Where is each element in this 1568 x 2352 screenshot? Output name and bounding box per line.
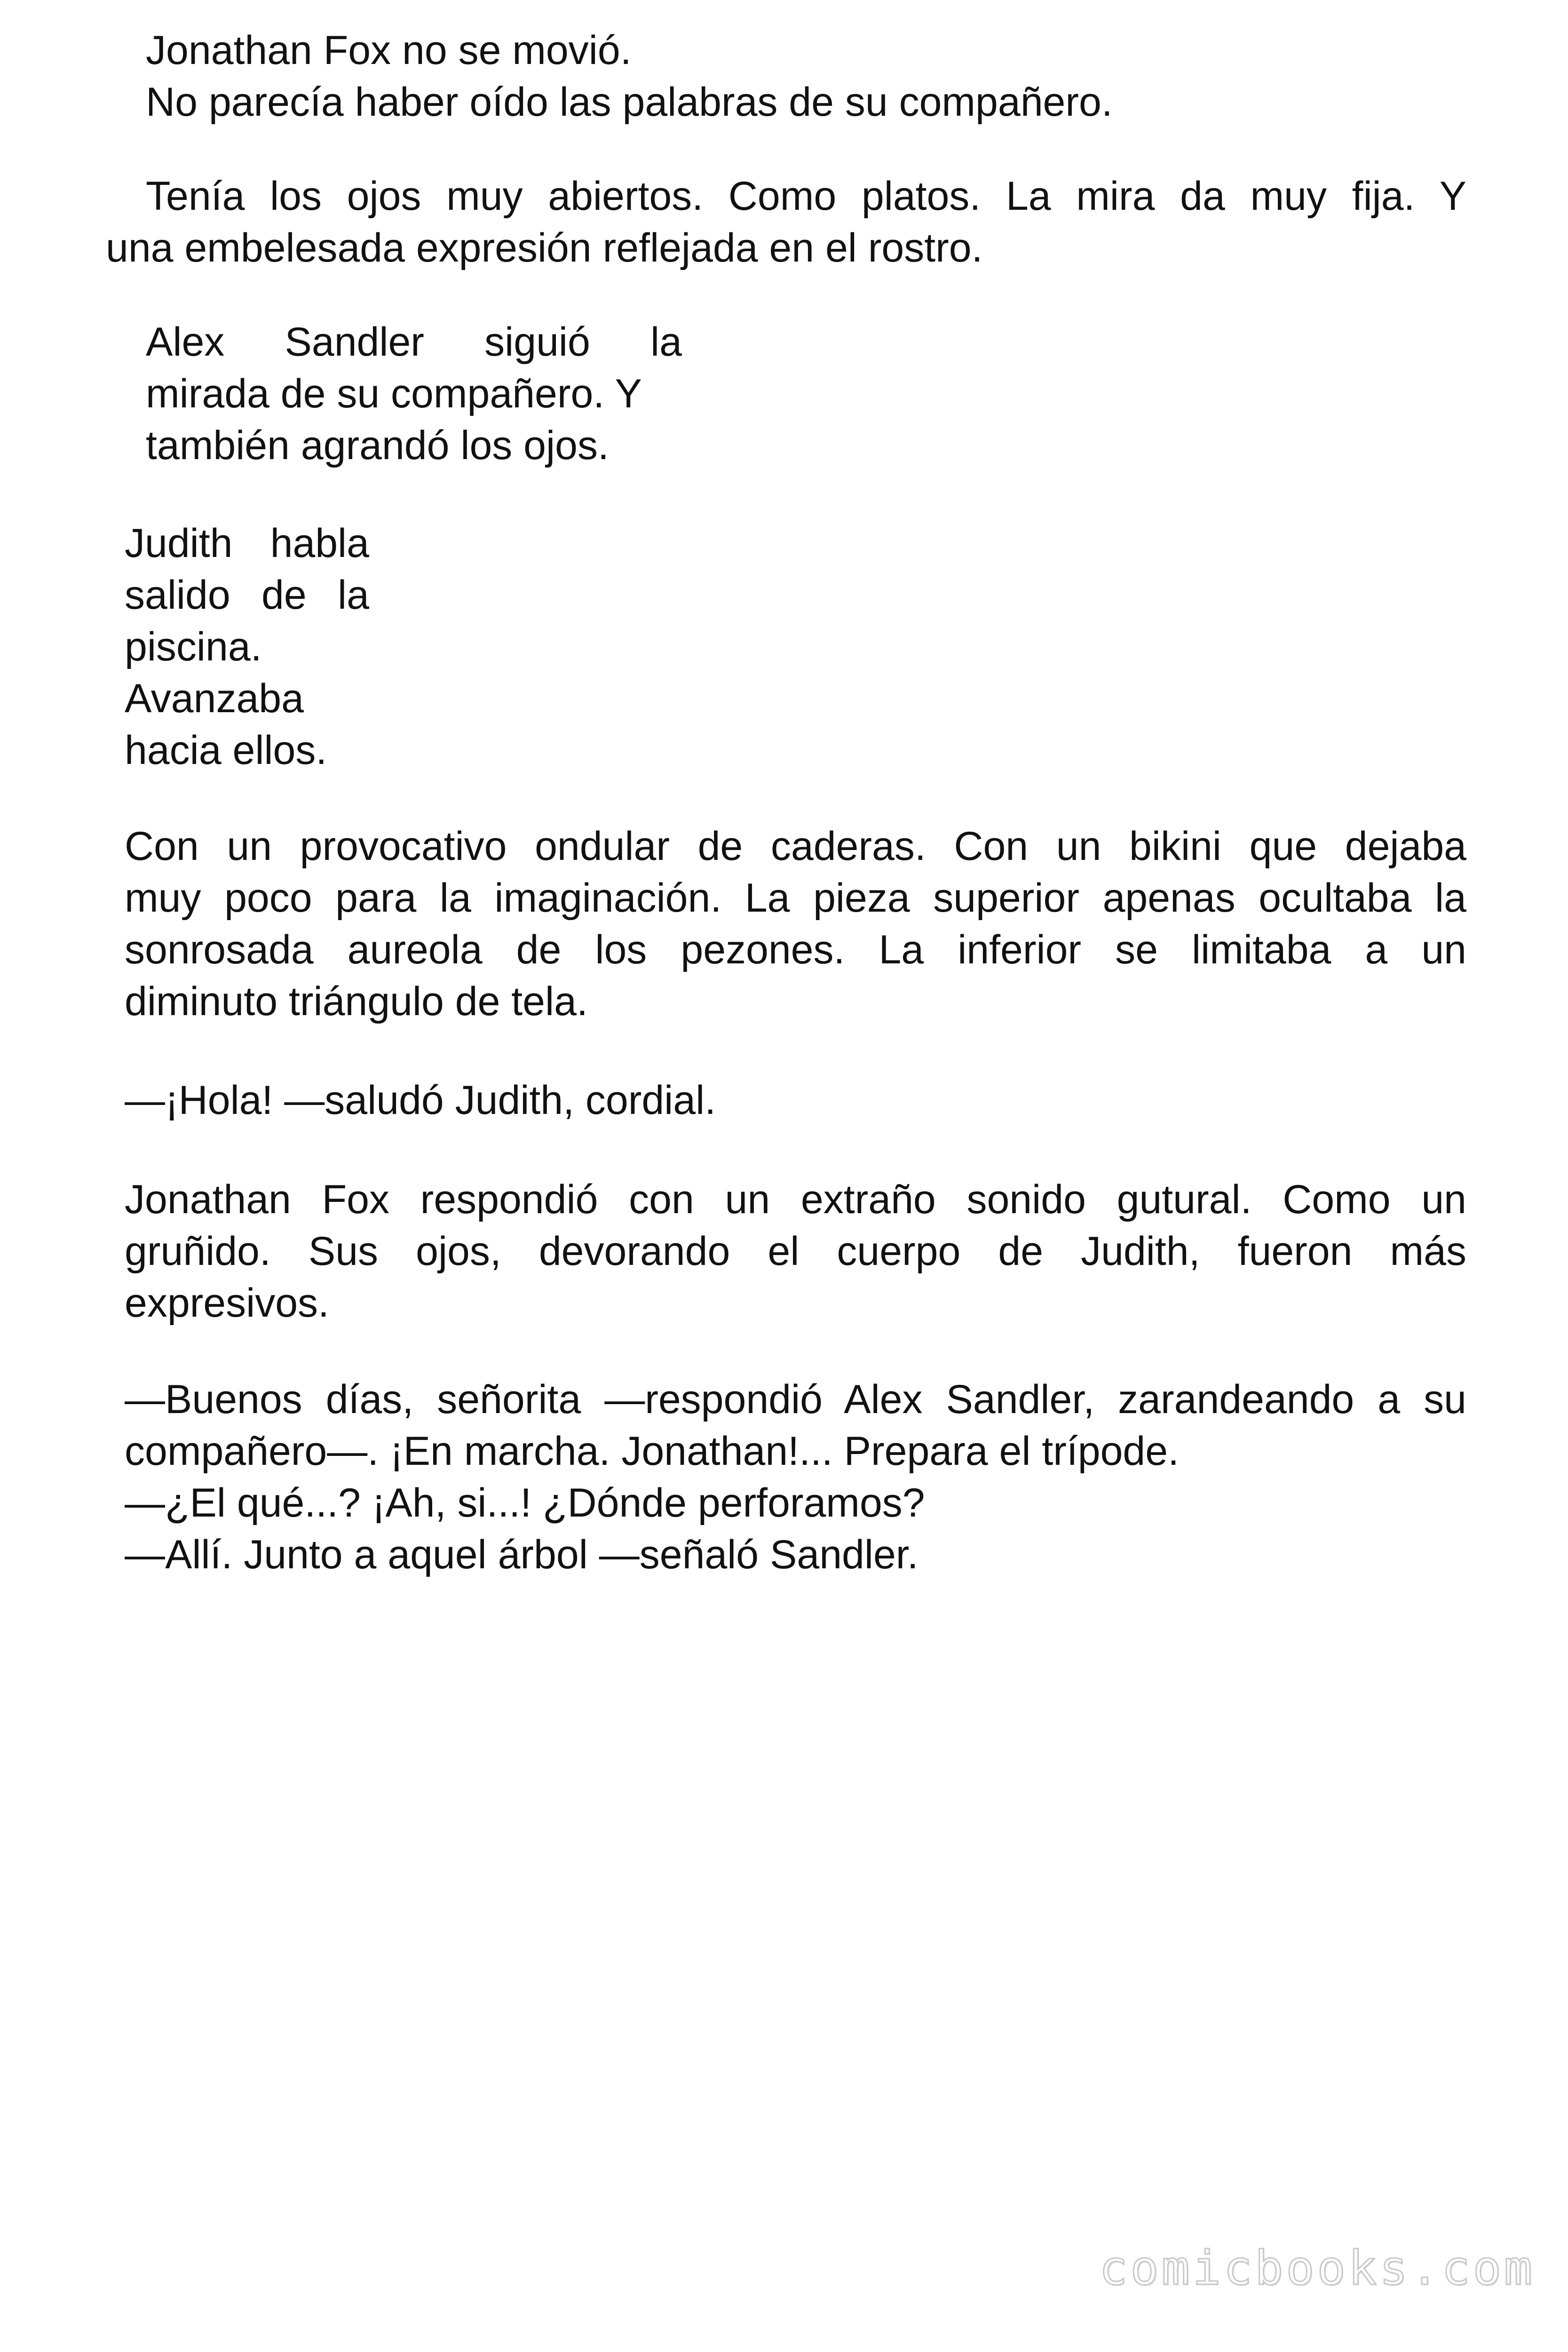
paragraph-line: salido de la <box>125 572 369 618</box>
paragraph-line: expresivos. <box>125 1280 329 1326</box>
paragraph-line: hacia ellos. <box>125 728 327 773</box>
paragraph-2 <box>106 170 1466 274</box>
paragraph-line: sonrosada aureola de los pezones. La inferior se limitaba a un <box>125 927 1466 972</box>
paragraph-line: Judith habla <box>125 521 369 566</box>
dialogue-line: —¡Hola! —saludó Judith, cordial. <box>125 1078 716 1123</box>
paragraph-6 <box>125 1074 1466 1126</box>
paragraph-line: No parecía haber oído las palabras de su compañero. <box>146 79 1113 125</box>
paragraph-line: una embelesada expresión reflejada en el rostro. <box>106 225 983 270</box>
paragraph-3 <box>146 316 682 471</box>
paragraph-line: Jonathan Fox respondió con un extraño sonido gutural. Como un <box>125 1177 1466 1222</box>
watermark-text: comicbooks.com <box>1099 2241 1535 2296</box>
paragraph-line: Avanzaba <box>125 676 304 721</box>
paragraph-line: Jonathan Fox no se movió. <box>146 28 632 73</box>
dialogue-line: —Buenos días, señorita —respondió Alex Sandler, zarandeando a su <box>125 1377 1466 1422</box>
paragraph-line: gruñido. Sus ojos, devorando el cuerpo de Judith, fueron más <box>125 1229 1466 1274</box>
paragraph-line: mirada de su compañero. Y <box>146 371 642 416</box>
dialogue-line: —¿El qué...? ¡Ah, si...! ¿Dónde perforamos? <box>125 1480 925 1526</box>
dialogue-line: compañero—. ¡En marcha. Jonathan!... Prepara el trípode. <box>125 1429 1179 1474</box>
paragraph-line: Tenía los ojos muy abiertos. Como platos. La mira da muy fija. Y <box>146 174 1466 219</box>
paragraph-5 <box>125 820 1466 1027</box>
paragraph-8 <box>125 1374 1466 1581</box>
paragraph-line: Con un provocativo ondular de caderas. Con un bikini que dejaba <box>125 824 1466 869</box>
dialogue-line: —Allí. Junto a aquel árbol —señaló Sandler. <box>125 1532 919 1577</box>
paragraph-7 <box>125 1174 1466 1329</box>
paragraph-line: diminuto triángulo de tela. <box>125 979 588 1024</box>
paragraph-line: muy poco para la imaginación. La pieza superior apenas ocultaba la <box>125 875 1466 921</box>
paragraph-line: también agrandó los ojos. <box>146 423 609 468</box>
paragraph-4 <box>125 517 369 776</box>
paragraph-line: piscina. <box>125 624 262 669</box>
paragraph-1 <box>146 24 1463 128</box>
paragraph-line: Alex Sandler siguió la <box>146 319 682 365</box>
